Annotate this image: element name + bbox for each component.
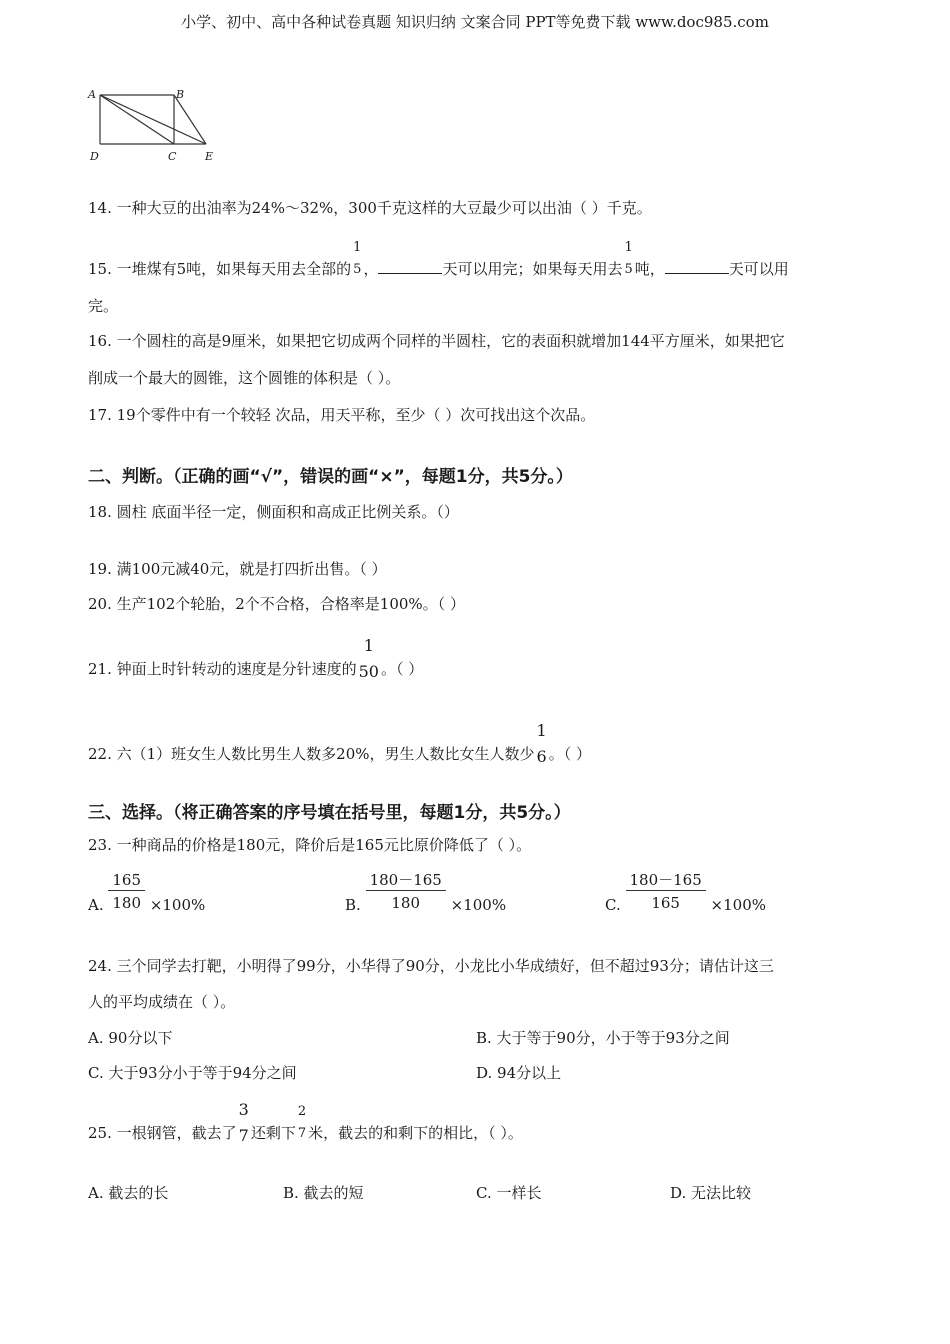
question-24-line1: 24. 三个同学去打靶，小明得了99分，小华得了90分，小龙比小华成绩好，但不超过93分；请估计这三 [88, 957, 774, 975]
question-17: 17. 19个零件中有一个较轻 次品，用天平称，至少（ ）次可找出这个次品。 [88, 406, 596, 424]
question-20: 20. 生产102个轮胎，2个不合格，合格率是100%。（ ） [88, 595, 465, 613]
answer-blank[interactable] [665, 259, 729, 274]
label-d: D [90, 150, 99, 163]
label-b: B [176, 88, 185, 101]
label-a: A [88, 88, 96, 101]
option-24b[interactable]: B. 大于等于90分，小于等于93分之间 [476, 1029, 730, 1047]
fraction: $\frac{180-165}{165}$ [626, 870, 706, 915]
label-e: E [205, 150, 214, 163]
fraction: $\frac{165}{180}$ [108, 870, 145, 915]
fraction: 2 7 [297, 1104, 307, 1141]
question-19: 19. 满100元减40元，就是打四折出售。（ ） [88, 560, 387, 578]
option-23b[interactable]: B. $\frac{180-165}{180}$ ×100% [345, 871, 507, 914]
question-16-line1: 16. 一个圆柱的高是9厘米，如果把它切成两个同样的半圆柱，它的表面积就增加144平方厘米，如果把它 [88, 332, 785, 350]
question-15: 15. 一堆煤有5吨，如果每天用去全部的 1 5 ， 天可以用完；如果每天用去 1 5 吨， 天可以用 [88, 240, 789, 278]
section-3-title: 三、选择。（将正确答案的序号填在括号里，每题1分，共5分。） [88, 803, 571, 823]
question-21: 21. 钟面上时针转动的速度是分针速度的 1 50 。（ ） [88, 636, 424, 681]
question-16-line2: 削成一个最大的圆锥，这个圆锥的体积是（ ）。 [88, 369, 401, 387]
option-23a[interactable]: A. $\frac{165}{180}$ ×100% [88, 871, 206, 914]
question-14: 14. 一种大豆的出油率为24%～32%，300千克这样的大豆最少可以出油（ ）千克。 [88, 199, 652, 217]
fraction: 1 5 [353, 240, 362, 277]
geometry-figure [84, 84, 234, 168]
fraction: 3 7 [238, 1100, 249, 1145]
fraction: $\frac{180-165}{180}$ [366, 870, 446, 915]
option-24d[interactable]: D. 94分以上 [476, 1064, 562, 1082]
question-15-cont: 完。 [88, 297, 119, 315]
option-25a[interactable]: A. 截去的长 [88, 1184, 169, 1202]
page-header: 小学、初中、高中各种试卷真题 知识归纳 文案合同 PPT等免费下载 www.doc985.com [181, 13, 769, 31]
fraction: 1 6 [536, 721, 547, 766]
section-2-title: 二、判断。（正确的画“√”，错误的画“×”，每题1分，共5分。） [88, 467, 573, 487]
fraction: 1 50 [358, 636, 379, 681]
question-25: 25. 一根钢管，截去了 3 7 还剩下 2 7 米，截去的和剩下的相比，（ ）。 [88, 1100, 523, 1145]
option-24c[interactable]: C. 大于93分小于等于94分之间 [88, 1064, 297, 1082]
question-18: 18. 圆柱 底面半径一定，侧面积和高成正比例关系。（） [88, 503, 459, 521]
option-25c[interactable]: C. 一样长 [476, 1184, 542, 1202]
option-25d[interactable]: D. 无法比较 [670, 1184, 752, 1202]
answer-blank[interactable] [378, 259, 442, 274]
option-25b[interactable]: B. 截去的短 [283, 1184, 364, 1202]
option-23c[interactable]: C. $\frac{180-165}{165}$ ×100% [605, 871, 766, 914]
fraction: 1 5 [624, 240, 633, 277]
question-24-line2: 人的平均成绩在（ ）。 [88, 993, 236, 1011]
option-24a[interactable]: A. 90分以下 [88, 1029, 173, 1047]
question-22: 22. 六（1）班女生人数比男生人数多20%，男生人数比女生人数少 1 6 。（ ） [88, 721, 591, 766]
question-23: 23. 一种商品的价格是180元，降价后是165元比原价降低了（ ）。 [88, 836, 532, 854]
label-c: C [168, 150, 177, 163]
